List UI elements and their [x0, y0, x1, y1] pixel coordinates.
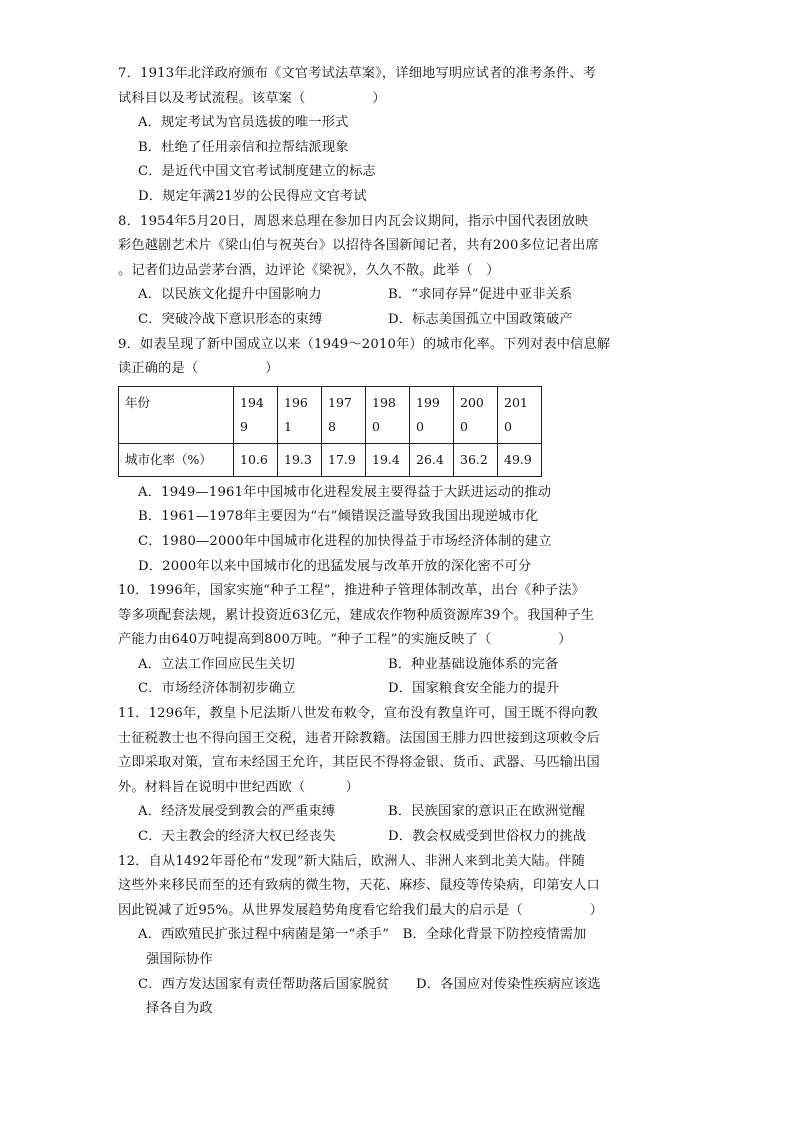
question-7-option-d[interactable]: D．规定年满21岁的公民得应文官考试: [138, 188, 367, 204]
table-cell-year: 1990: [410, 386, 454, 443]
question-12-stem-line-1: 12．自从1492年哥伦布“发现”新大陆后，欧洲人、非洲人来到北美大陆。伴随: [118, 853, 586, 869]
table-cell-rate: 26.4: [410, 443, 454, 476]
question-11-options-row-1: [118, 800, 678, 825]
question-8: [118, 210, 678, 333]
table-cell-rate: 17.9: [322, 443, 366, 476]
question-7-option-a[interactable]: A．规定考试为官员选拔的唯一形式: [138, 115, 349, 131]
question-11-option-c[interactable]: C．天主教会的经济大权已经丧失: [138, 829, 336, 845]
table-header-year: 年份: [119, 386, 234, 443]
table-cell-rate: 19.3: [278, 443, 322, 476]
question-12-stem-line-3: 因此锐减了近95%。从世界发展趋势角度看它给我们最大的启示是（ ）: [118, 902, 604, 918]
urbanization-table: [118, 386, 542, 477]
question-8-option-a[interactable]: A．以民族文化提升中国影响力: [138, 287, 322, 303]
question-10-stem-line-3: 产能力由640万吨提高到800万吨。“种子工程”的实施反映了（ ）: [118, 632, 572, 648]
table-cell-year: 1949: [234, 386, 278, 443]
question-10-option-a[interactable]: A．立法工作回应民生关切: [138, 656, 295, 672]
question-12-option-d-continued[interactable]: 择各自为政: [146, 1001, 213, 1017]
question-9-option-d[interactable]: D．2000年以来中国城市化的迅猛发展与改革开放的深化密不可分: [138, 558, 532, 574]
question-8-options-row-2: [118, 308, 678, 333]
table-cell-year: 1961: [278, 386, 322, 443]
question-10: [118, 579, 678, 702]
question-10-stem-line-1: 10．1996年，国家实施“种子工程”，推进种子管理体制改革，出台《种子法》: [118, 583, 586, 599]
question-12-option-ab-line[interactable]: A．西欧殖民扩张过程中病菌是第一“杀手” B．全球化背景下防控疫情需加: [138, 927, 587, 943]
table-cell-rate: 10.6: [234, 443, 278, 476]
question-11-stem-line-3: 立即采取对策，宣布未经国王允许，其臣民不得将金银、货币、武器、马匹输出国: [118, 755, 600, 771]
table-row-years: [119, 386, 542, 443]
question-12-stem-line-2: 这些外来移民而至的还有致病的微生物，天花、麻疹、鼠疫等传染病，印第安人口: [118, 878, 600, 894]
question-11-option-a[interactable]: A．经济发展受到教会的严重束缚: [138, 804, 336, 820]
question-11-option-b[interactable]: B．民族国家的意识正在欧洲觉醒: [388, 804, 586, 820]
exam-page: [118, 62, 678, 1022]
question-10-options-row-1: [118, 653, 678, 678]
question-8-option-c[interactable]: C．突破冷战下意识形态的束缚: [138, 311, 323, 327]
question-11-stem-line-1: 11．1296年，教皇卜尼法斯八世发布敕令，宣布没有教皇许可，国王既不得向教: [118, 706, 598, 722]
question-8-option-b[interactable]: B．“求同存异”促进中亚非关系: [388, 287, 573, 303]
question-9-stem-line-1: 9．如表呈现了新中国成立以来（1949～2010年）的城市化率。下列对表中信息解: [118, 336, 611, 352]
question-10-option-c[interactable]: C．市场经济体制初步确立: [138, 681, 296, 697]
table-header-rate: 城市化率（%）: [119, 443, 234, 476]
question-10-option-d[interactable]: D．国家粮食安全能力的提升: [388, 681, 560, 697]
question-9-option-c[interactable]: C．1980—2000年中国城市化进程的加快得益于市场经济体制的建立: [138, 533, 552, 549]
question-12-option-cd-line[interactable]: C．西方发达国家有责任帮助落后国家脱贫 D．各国应对传染性疾病应该选: [138, 976, 601, 992]
question-7-option-b[interactable]: B．杜绝了任用亲信和拉帮结派现象: [138, 139, 349, 155]
question-11-options-row-2: [118, 825, 678, 850]
question-12-option-b-continued[interactable]: 强国际协作: [146, 952, 213, 967]
question-8-stem-line-3: 。记者们边品尝茅台酒，边评论《梁祝》，久久不散。此举（ ）: [118, 262, 500, 278]
question-7: [118, 62, 678, 210]
question-7-stem-line-2: 试科目以及考试流程。该草案（ ）: [118, 90, 386, 106]
question-10-option-b[interactable]: B．种业基础设施体系的完备: [388, 656, 559, 672]
table-cell-rate: 49.9: [498, 443, 542, 476]
question-10-options-row-2: [118, 677, 678, 702]
question-8-option-d[interactable]: D．标志美国孤立中国政策破产: [388, 311, 573, 327]
question-9-option-b[interactable]: B．1961—1978年主要因为“右”倾错误泛滥导致我国出现逆城市化: [138, 509, 539, 525]
table-row-rates: [119, 443, 542, 476]
question-12: [118, 850, 678, 1022]
question-7-stem-line-1: 7．1913年北洋政府颁布《文官考试法草案》，详细地写明应试者的准考条件、考: [118, 66, 597, 81]
question-8-stem-line-2: 彩色越剧艺术片《梁山伯与祝英台》以招待各国新闻记者，共有200多位记者出席: [118, 238, 599, 254]
question-8-stem-line-1: 8．1954年5月20日，周恩来总理在参加日内瓦会议期间，指示中国代表团放映: [118, 213, 589, 229]
question-9-stem-line-2: 读正确的是（ ）: [118, 361, 279, 377]
question-10-stem-line-2: 等多项配套法规，累计投资近63亿元，建成农作物种质资源库39个。我国种子生: [118, 607, 595, 623]
question-8-options-row-1: [118, 283, 678, 308]
table-cell-rate: 36.2: [454, 443, 498, 476]
question-11: [118, 702, 678, 850]
question-11-stem-line-2: 士征税教士也不得向国王交税，违者开除教籍。法国国王腓力四世接到这项敕令后: [118, 730, 600, 746]
question-7-option-c[interactable]: C．是近代中国文官考试制度建立的标志: [138, 164, 376, 180]
question-9: [118, 333, 678, 580]
question-11-option-d[interactable]: D．教会权威受到世俗权力的挑战: [388, 829, 587, 845]
question-9-option-a[interactable]: A．1949—1961年中国城市化进程发展主要得益于大跃进运动的推动: [138, 484, 552, 500]
table-cell-year: 1980: [366, 386, 410, 443]
table-cell-year: 2010: [498, 386, 542, 443]
table-cell-rate: 19.4: [366, 443, 410, 476]
table-cell-year: 1978: [322, 386, 366, 443]
question-11-stem-line-4: 外。材料旨在说明中世纪西欧（ ）: [118, 779, 359, 795]
table-cell-year: 2000: [454, 386, 498, 443]
